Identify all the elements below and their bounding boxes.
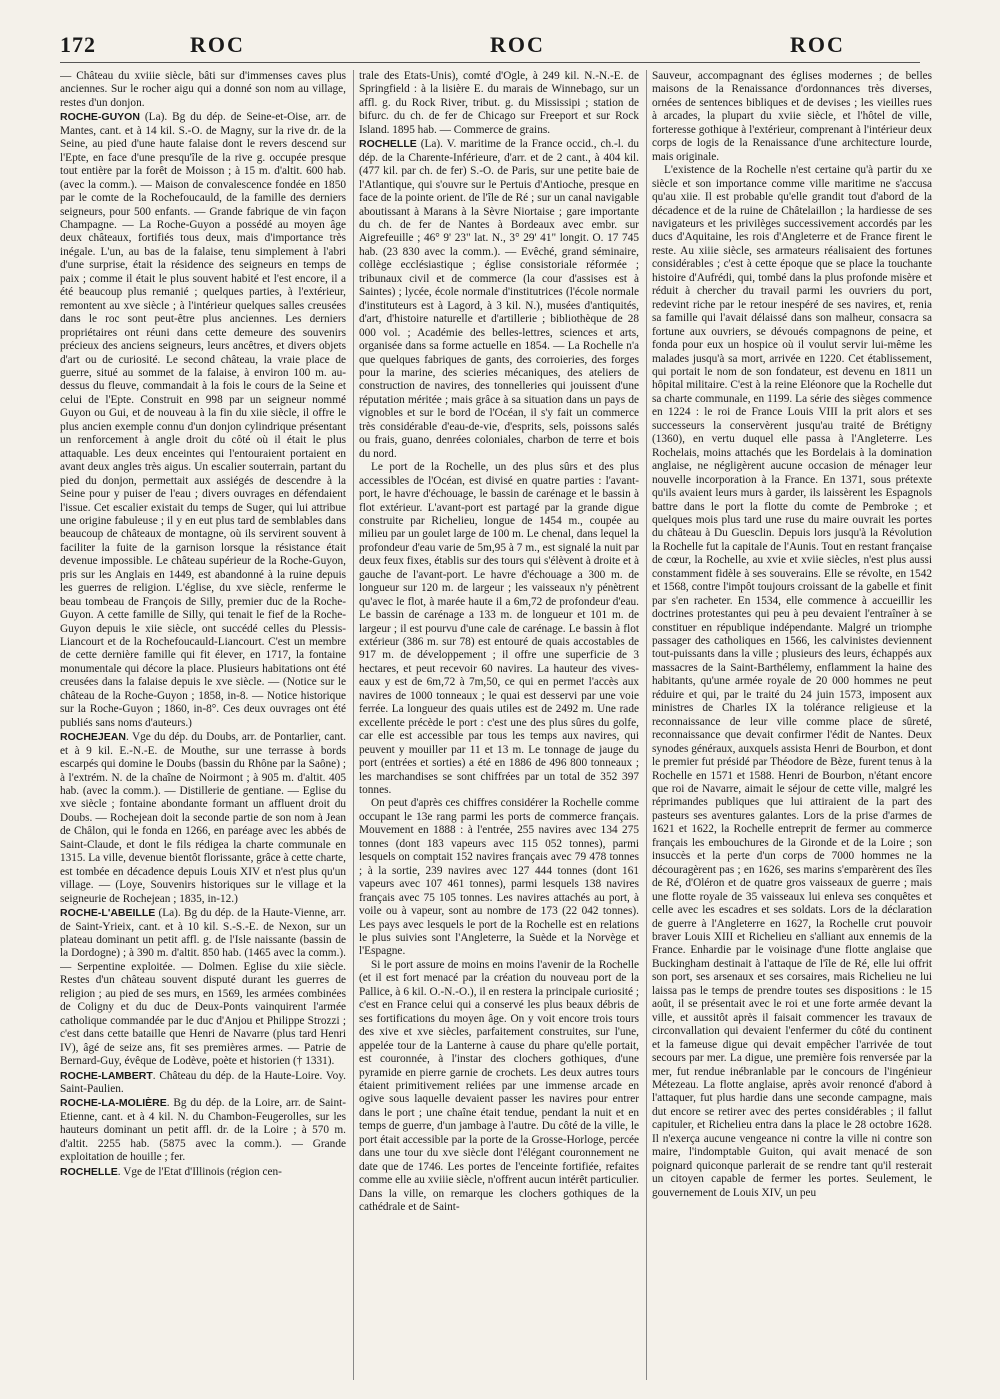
column-left (60, 70, 346, 1380)
text-columns (60, 70, 932, 1380)
dictionary-entry (60, 1097, 346, 1164)
entry-headword: ROCHELLE (60, 1165, 118, 1178)
text-paragraph (60, 70, 346, 110)
running-head-center: ROC (490, 32, 545, 57)
entry-headword: ROCHE-LA-MOLIÈRE (60, 1097, 167, 1110)
dictionary-entry (60, 907, 346, 1068)
dictionary-entry (60, 111, 346, 730)
entry-headword: ROCHE-L'ABEILLE (60, 907, 156, 920)
column-middle (353, 70, 639, 1380)
entry-text: trale des Etats-Unis), comté d'Ogle, à 249 kil. N.-N.-E. de Springfield : à la lisière E. du marais de Winnebago, sur un affl. g. du Rock River, tribut. g. du Mississipi ; station de bifurc. du ch. de fer de Chicago sur Freeport et sur Rock Island. 1895 hab. — Commerce de grains. (359, 70, 639, 136)
entry-text: Si le port assure de moins en moins l'avenir de la Rochelle (et il est fort menacé par la création du nouveau port de la Pallice, à 6 kil. O.-N.-O.), il en restera la principale curiosité ; c'est en France celui qui a conservé les plus beaux débris de ses fortifications du moyen âge. On y voit encore trois tours des xive et xve siècles, parfaitement construites, sur l'une, appelée tour de la Lanterne à cause du phare qu'elle portait, est couronnée, à l'instar des clochers gothiques, d'une pyramide en pierre garnie de crochets. Les deux autres tours étaient primitivement reliées par une immense arcade en ogive sous laquelle devaient passer les navires pour entrer dans le port ; une chaîne était tendue, pendant la nuit et en temps de guerre, d'un jambage à l'autre. Du côté de la ville, le port était accessible par la porte de la Grosse-Horloge, percée dans une tour du xve siècle dont l'élégant couronnement ne date que de 1746. Les portes de l'enceinte fortifiée, refaites comme elle au xviiie siècle, n'offrent aucun intérêt particulier. Dans la ville, on remarque les clochers gothiques de la cathédrale et de Saint- (359, 958, 639, 1214)
entry-text: (La). V. maritime de la France occid., ch.-l. du dép. de la Charente-Inférieure, d'arr. et de 2 cant., à 404 kil. (477 kil. par ch. de fer) S.-O. de Paris, sur une petite baie de l'Atlantique, qui s'ouvre sur le Pertuis d'Antioche, presque en face de la pointe orient. de l'île de Ré ; sur un canal navigable aboutissant à Marans à la Sèvre Niortaise ; gare importante du ch. de fer de Nantes à Bordeaux avec embr. sur Aigrefeuille ; 46° 9' 23" lat. N., 3° 29' 41" longit. O. 17 745 hab. (23 830 avec la comm.). — Evêché, grand séminaire, collège ecclésiastique ; église consistoriale réformée ; tribunaux civil et de commerce (la cour d'assises est à Saintes) ; lycée, école normale d'institutrices (l'école normale d'instituteurs est à Lagord, à 3 kil. N.), musées d'antiquités, d'art, d'histoire naturelle et d'artillerie ; bibliothèque de 28 000 vol. ; Académie des belles-lettres, sciences et arts, organisée dans sa forme actuelle en 1854. — La Rochelle n'a que quelques fabriques de gants, des corroieries, des forges pour la marine, des scieries mécaniques, des ateliers de construction de navires, des tonnelleries qui jouissent d'une réputation méritée ; mais grâce à sa situation dans un pays de vignobles et sur le bord de l'Océan, il s'y fait un commerce très considérable d'eau-de-vie, d'esprits, sels, poissons salés ou frais, guano, denrées coloniales, charbon de terre et bois du nord. (359, 138, 639, 460)
column-right (646, 70, 932, 1380)
running-head-right: ROC (790, 32, 845, 57)
page-number: 172 (60, 32, 96, 57)
text-paragraph (652, 70, 932, 164)
entry-headword: ROCHE-GUYON (60, 111, 140, 124)
entry-text: (La). Bg du dép. de la Haute-Vienne, arr. de Saint-Yrieix, cant. et à 10 kil. S.-S.-E. de Nexon, sur un plateau dominant un petit affl. g. de l'Isle naissante (bassin de la Dordogne) ; à 390 m. d'altit. 850 hab. (1465 avec la comm.). — Serpentine exploitée. — Dolmen. Eglise du xiie siècle. Restes d'un château souvent disputé durant les guerres de religion ; au pied de ses murs, en 1569, les armées combinées de Coligny et du duc de Deux-Ponts vainquirent l'armée catholique commandée par le duc d'Anjou et Philippe Strozzi ; c'est dans cette bataille que Henri de Navarre (plus tard Henri IV), âgé de seize ans, fit ses premières armes. — Patrie de Bernard-Guy, évêque de Lodève, poète et historien († 1331). (60, 907, 346, 1068)
text-paragraph (359, 461, 639, 797)
entry-text: — Château du xviiie siècle, bâti sur d'immenses caves plus anciennes. Sur le rocher aigu qui a donné son nom au village, restes d'un donjon. (60, 70, 346, 109)
text-paragraph (359, 797, 639, 958)
dictionary-entry (60, 1166, 346, 1179)
entry-text: . Château du dép. de la Haute-Loire. Voy. Saint-Paulien. (60, 1069, 346, 1095)
text-paragraph (359, 959, 639, 1215)
entry-text: Le port de la Rochelle, un des plus sûrs et des plus accessibles de l'Océan, est divisé en quatre parties : l'avant-port, le havre d'échouage, le bassin de carénage et le bassin à flot extérieur. L'avant-port est partagé par la grande digue construite par Richelieu, longue de 1454 m., coupée au milieu par un goulet large de 100 m. Le chenal, dans lequel la profondeur d'eau varie de 5m,95 à 7 m., est signalé la nuit par deux feux fixes, établis sur des tours qui s'élèvent à droite et à gauche de l'avant-port. Le havre d'échouage a 300 m. de longueur sur 120 m. de largeur ; les vaisseaux n'y pénètrent qu'avec le flot, à marée haute il a 6m,72 de profondeur d'eau. Le bassin de carénage a 133 m. de longueur et 101 m. de largeur ; il est pourvu d'une cale de carénage. Le bassin à flot extérieur (386 m. sur 78) est entouré de quais accostables de 917 m. de développement ; il offre une superficie de 3 hectares, et peut recevoir 60 navires. La hauteur des vives-eaux y est de 6m,72 à 7m,50, ce qui en permet l'accès aux navires de 1000 tonneaux ; le quai est desservi par une voie ferrée. La longueur des quais utiles est de 2492 m. Une rade excellente précède le port : c'est une des plus sûres du golfe, car elle est accessible par tous les temps aux navires, qui peuvent y mouiller par 11 et 13 m. Le tonnage de jauge du port (entrées et sorties) a été en 1886 de 496 800 tonneaux ; les marchandises se sont chiffrées par un total de 352 397 tonnes. (359, 461, 639, 797)
entry-text: . Vge du dép. du Doubs, arr. de Pontarlier, cant. et à 9 kil. E.-N.-E. de Mouthe, sur une terrasse à bords escarpés qui domine le Doubs (bassin du Rhône par la Saône) ; à l'extrém. N. de la chaîne de Noirmont ; à 905 m. d'altit. 405 hab. (avec la comm.). — Distillerie de gentiane. — Eglise du xve siècle ; fontaine abondante formant un affluent droit du Doubs. — Rochejean doit la seconde partie de son nom à Jean de Châlon, qui le fonda en 1266, en paréage avec les abbés de Saint-Claude, et dont le fils rédigea la charte communale en 1315. La ville, devenue bientôt florissante, grâce à cette charte, est tombée en décadence depuis Louis XIV et n'est plus qu'un village. — (Loye, Souvenirs historiques sur le village et la seigneurie de Rochejean ; 1835, in-12.) (60, 731, 346, 905)
dictionary-entry (60, 731, 346, 906)
dictionary-entry (359, 138, 639, 461)
page-header (60, 32, 920, 62)
text-paragraph (652, 164, 932, 1200)
header-rule (60, 62, 920, 63)
entry-text: Sauveur, accompagnant des églises modernes ; de belles maisons de la Renaissance d'ordonnances très diverses, ornées de sentences bibliques et de devises ; les vieilles rues à arcades, la plupart du xviie siècle, et l'hôtel de ville, forteresse gothique à l'extérieur, comprenant à l'intérieur deux corps de logis de la Renaissance d'une architecture lourde, mais originale. (652, 70, 932, 163)
entry-text: (La). Bg du dép. de Seine-et-Oise, arr. de Mantes, cant. et à 14 kil. S.-O. de Magny, sur la rive dr. de la Seine, au pied d'une haute falaise dont le revers descend sur l'Epte, en face d'une presqu'île de la rive g. occupée presque tout entière par la forêt de Moisson ; à 15 m. d'altit. 600 hab. (avec la comm.). — Maison de convalescence fondée en 1850 par le comte de la Rochefoucauld, de la famille des derniers seigneurs, pour 500 enfants. — Grande fabrique de vin façon Champagne. — La Roche-Guyon a possédé au moyen âge deux châteaux, fortifiés tous deux, mais d'importance très inégale. L'un, au bas de la falaise, tenu simplement à l'abri d'une surprise, était la résidence des seigneurs en temps de paix ; comme il était le plus souvent habité et l'est encore, il a été beaucoup plus remanié ; quelques parties, à l'extérieur, remontent au xve siècle ; à l'intérieur quelques salles creusées dans le roc sont peut-être plus anciennes. Les derniers propriétaires ont réuni dans cette demeure des souvenirs précieux des anciens seigneurs, leurs ancêtres, et divers objets d'art ou de curiosité. Le second château, la vraie place de guerre, situé au sommet de la falaise, à environ 100 m. au-dessus du fleuve, commandait à la fois le cours de la Seine et celui de l'Epte. Construit en 998 par un seigneur nommé Guyon ou Gui, et de nouveau à la fin du xiie siècle, il offre le plus ancien exemple connu d'un donjon cylindrique présentant un renforcement à angle droit du côté où il était le plus attaquable. Les deux enceintes qui l'entouraient portaient en avant deux angles très aigus. Un escalier souterrain, partant du pied du donjon, permettait aux assiégés de descendre à la Seine pour y puiser de l'eau ; divers ouvrages en défendaient l'issue. Cet escalier existait du temps de Suger, qui lui attribue une origine fabuleuse ; il y en eut plus tard de semblables dans beaucoup de châteaux de montagne, où ils servirent souvent à faciliter la fuite de la garnison lorsque la résistance était devenue impossible. Le château supérieur de la Roche-Guyon, pris sur les Anglais en 1449, est abandonné à la ruine depuis les guerres de religion. L'église, du xve siècle, renferme le beau tombeau de François de Silly, premier duc de la Roche-Guyon. A cette famille de Silly, qui tenait le fief de la Roche-Guyon depuis le xiie siècle, ont succédé celles du Plessis-Liancourt et de la Rochefoucauld-Liancourt. C'est un membre de cette dernière famille qui fit élever, en 1717, la fontaine monumentale qui décore la place. Plusieurs habitations ont été creusées dans la falaise depuis le xve siècle. — (Notice sur le château de la Roche-Guyon ; 1858, in-8. — Notice historique sur la Roche-Guyon ; 1860, in-8°. Ces deux ouvrages ont été publiés sans noms d'auteurs.) (60, 111, 346, 729)
entry-headword: ROCHEJEAN (60, 731, 126, 744)
entry-text: On peut d'après ces chiffres considérer la Rochelle comme occupant le 13e rang parmi les ports de commerce français. Mouvement en 1888 : à l'entrée, 255 navires avec 134 275 tonnes (dont 183 vapeurs avec 115 052 tonnes), parmi lesquels on comptait 152 navires français avec 79 478 tonnes ; à la sortie, 239 navires avec 127 444 tonnes (dont 161 vapeurs avec 107 461 tonnes), parmi lesquels 138 navires français avec 75 105 tonnes. Les navires attachés au port, à voile ou à vapeur, sont au nombre de 173 (22 042 tonnes). Les pays avec lesquels le port de la Rochelle est en relations le plus suivies sont l'Angleterre, la Suède et la Norvège et l'Espagne. (359, 797, 639, 958)
text-paragraph (359, 70, 639, 137)
running-head-left: ROC (190, 32, 245, 57)
entry-headword: ROCHE-LAMBERT (60, 1069, 153, 1082)
dictionary-entry (60, 1070, 346, 1097)
entry-text: L'existence de la Rochelle n'est certaine qu'à partir du xe siècle et son importance comme ville maritime ne s'accusa qu'au xiie. Il est probable qu'elle grandit tout d'abord de la décadence et de la ruine de Châtelaillon ; la hardiesse de ses navigateurs et les privilèges successivement accordés par les ducs d'Aquitaine, les rois d'Angleterre et de France firent le reste. Au xiiie siècle, ses armateurs réalisaient des fortunes considérables ; c'est à cette époque que se place la touchante histoire d'Aufrédi, qui, tombé dans la plus profonde misère et réduit à chercher du travail parmi les ouvriers du port, redevint riche par le retour inespéré de ses navires, et, renia sa famille qui l'avait délaissé dans son malheur, consacra sa fortune aux ouvriers, se dévoués compagnons de peine, et fonda pour eux un hospice où il voulut servir lui-même les malades jusqu'à sa mort, arrivée en 1220. Cet établissement, qui portait le nom de son fondateur, est devenu en 1811 un hôpital militaire. C'est à la reine Eléonore que la Rochelle dut sa charte communale, en 1199. La série des sièges commence en 1224 : le roi de France Louis VIII la prit alors et ses successeurs la conservèrent jusqu'au traité de Brétigny (1360), en vertu duquel elle passa à l'Angleterre. Les Rochelais, moins attachés que les Bordelais à la domination anglaise, ne négligèrent aucune occasion de ménager leur nouvelle incorporation à la France. En 1371, sous prétexte qu'ils avaient leurs murs à garder, ils laissèrent les Espagnols battre dans le port la flotte du comte de Pembroke ; et quelques mois plus tard une ruse du maire ouvrait les portes du château à Du Guesclin. Depuis lors jusqu'à la Révolution la Rochelle fut la capitale de l'Aunis. Tout en restant française de cœur, la Rochelle, au xvie et xviie siècles, n'est plus aussi constamment fidèle à ses souverains. Elle se révolte, en 1542 et 1568, contre l'impôt toujours croissant de la gabelle et finit par s'en racheter. En 1534, elle commence à accueillir les doctrines protestantes qui peu à peu devaient l'entraîner à se constituer en république indépendante. Malgré un triomphe passager des catholiques en 1566, les calvinistes deviennent tout-puissants dans la ville ; plusieurs des leurs, échappés aux massacres de la Saint-Barthélemy, enflamment la haine des habitants, qu'une armée royale de 20 000 hommes ne peut réduire et qui, par le traité du 24 juin 1573, imposent aux ministres de Charles IX la tolérance religieuse et la reconnaissance de leur ville comme place de sûreté, reconnaissance que devait confirmer l'édit de Nantes. Deux synodes généraux, auxquels assista Henri de Bourbon, et dont le premier fut présidé par Théodore de Bèze, furent tenus à la Rochelle en 1571 et 1588. Henri de Bourbon, n'étant encore que roi de Navarre, aimait le séjour de cette ville, malgré les réprimandes publiques que lui attiraient de la part des pasteurs ses aventures galantes. Lors de la prise d'armes de 1621 et 1622, la Rochelle entreprit de fermer au commerce français les embouchures de la Gironde et de la Loire ; son insuccès et la perte d'un corps de 7000 hommes ne la découragèrent pas ; en 1626, ses marins s'emparèrent des îles de Ré, d'Oléron et de quatre gros vaisseaux de guerre ; mais une flotte royale de 35 vaisseaux lui enleva ses conquêtes et celle avec les escadres et ses soldats. Lors de la déclaration de guerre à l'Angleterre en 1627, la Rochelle crut pouvoir braver Louis XIII et Richelieu en s'alliant aux ennemis de la France. Enhardie par le voisinage d'une flotte anglaise que Buckingham destinait à l'attaque de l'île de Ré, elle lui offrit son port, ses arsenaux et ses corsaires, mais Richelieu ne lui laissa pas le temps de prendre toutes ses dispositions : le 15 août, il se présentait avec le roi et une forte armée devant la ville, et aussitôt après il faisait commencer les travaux de circonvallation qui devaient l'enfermer du côté du continent et la fameuse digue qui devait empêcher l'arrivée de tout secours par mer. La digue, une première fois renversée par la mer, fut rendue inébranlable par le concours de l'ingénieur Métezeau. La flotte anglaise, après avoir renoncé d'abord à l'attaquer, fut plus hardie dans une seconde campagne, mais dut encore se retirer avec des pertes considérables ; il fallut capituler, et Richelieu entra dans la place le 28 octobre 1628. Il n'exerça aucune vengeance ni contre la ville ni contre son maire, l'indomptable Guiton, qui avait menacé de son poignard quiconque parlerait de se rendre tant qu'il resterait un citoyen capable de fermer les portes. Seulement, le gouvernement de Louis XIV, un peu (652, 164, 932, 1199)
entry-text: . Bg du dép. de la Loire, arr. de Saint-Etienne, cant. et à 4 kil. N. du Chambon-Feugerolles, sur les hauteurs dominant un petit affl. dr. de la Loire ; à 570 m. d'altit. 2255 hab. (5875 avec la comm.). — Grande exploitation de houille ; fer. (60, 1097, 346, 1164)
entry-headword: ROCHELLE (359, 138, 417, 151)
entry-text: . Vge de l'Etat d'Illinois (région cen- (117, 1165, 282, 1178)
